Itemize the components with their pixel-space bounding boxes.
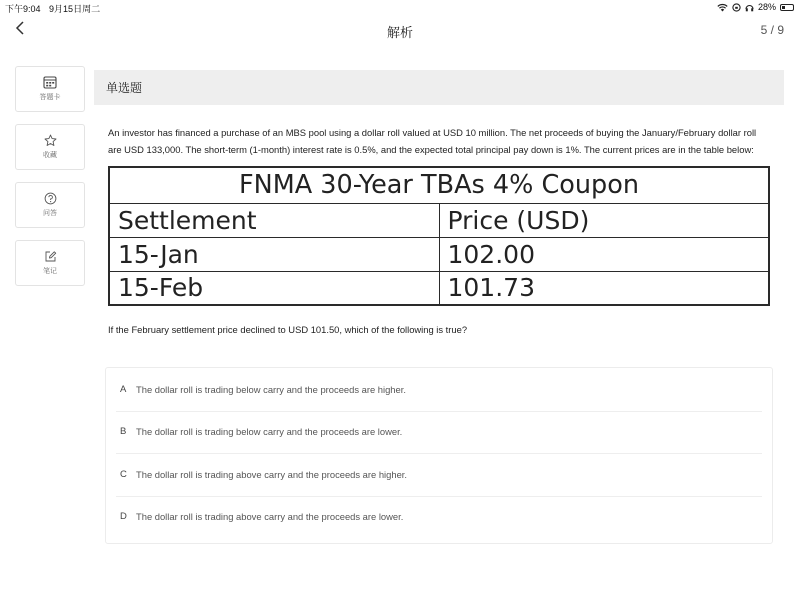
nav-bar xyxy=(0,14,800,46)
option-a[interactable] xyxy=(106,368,772,411)
battery-percent: 28% xyxy=(757,2,776,12)
table-row xyxy=(109,271,769,305)
answer-card-icon xyxy=(43,76,57,89)
lock-rotation-icon xyxy=(732,3,741,12)
page-counter: 5 / 9 xyxy=(760,23,784,37)
table-header-row xyxy=(109,203,769,237)
table-header-cell: Settlement xyxy=(109,203,439,237)
question-type-bar xyxy=(94,70,784,105)
option-c[interactable] xyxy=(106,453,772,496)
option-letter: D xyxy=(120,511,127,523)
option-letter: A xyxy=(120,383,127,395)
sidebar-item-label: 答题卡 xyxy=(39,94,61,101)
price-table xyxy=(108,166,770,306)
wifi-icon xyxy=(717,3,728,12)
table-cell: 101.73 xyxy=(439,271,769,305)
table-cell: 15-Feb xyxy=(109,271,439,305)
table-title: FNMA 30-Year TBAs 4% Coupon xyxy=(109,167,769,203)
option-text: The dollar roll is trading above carry and the proceeds are lower. xyxy=(136,511,404,523)
sidebar-item-favorite[interactable] xyxy=(15,124,85,170)
table-title-row xyxy=(109,167,769,203)
option-b[interactable] xyxy=(106,411,772,454)
status-bar xyxy=(0,0,800,14)
chevron-left-icon xyxy=(15,21,25,40)
table-header-cell: Price (USD) xyxy=(439,203,769,237)
question-icon xyxy=(44,192,57,205)
question-stem: An investor has financed a purchase of an MBS pool using a dollar roll valued at USD 10 million. The net proceeds of buying the January/February dollar roll are USD 133,000. The short-term (1-month) interest rate is 0.5%, and the expected total principal pay down is 1%. The current prices are in the table below: xyxy=(108,127,757,155)
option-letter: B xyxy=(120,426,127,438)
question-content xyxy=(94,70,784,335)
star-icon xyxy=(44,134,57,147)
table-row xyxy=(109,237,769,271)
page-title: 解析 xyxy=(386,25,413,40)
sidebar-item-notes[interactable] xyxy=(15,240,85,286)
option-d[interactable] xyxy=(106,496,772,539)
sidebar-item-label: 收藏 xyxy=(43,152,57,159)
table-cell: 15-Jan xyxy=(109,237,439,271)
headphones-icon xyxy=(745,3,754,12)
note-edit-icon xyxy=(44,250,57,263)
sidebar-item-label: 笔记 xyxy=(43,268,57,275)
sidebar-item-answer-card[interactable] xyxy=(15,66,85,112)
question-type-label: 单选题 xyxy=(106,81,143,95)
answer-options xyxy=(105,367,773,544)
option-letter: C xyxy=(120,468,127,480)
sidebar-item-qa[interactable] xyxy=(15,182,85,228)
option-text: The dollar roll is trading above carry and the proceeds are higher. xyxy=(136,468,407,480)
table-cell: 102.00 xyxy=(439,237,769,271)
status-right xyxy=(717,2,794,12)
option-text: The dollar roll is trading below carry and the proceeds are lower. xyxy=(136,426,403,438)
status-date: 9月15日周二 xyxy=(49,4,101,14)
back-button[interactable] xyxy=(10,20,30,40)
sidebar-item-label: 问答 xyxy=(43,210,57,217)
battery-icon xyxy=(780,4,794,11)
sub-question: If the February settlement price declined to USD 101.50, which of the following is true? xyxy=(108,324,468,335)
status-time: 下午9:04 xyxy=(5,4,41,14)
sidebar xyxy=(15,66,85,298)
option-text: The dollar roll is trading below carry and the proceeds are higher. xyxy=(136,383,406,395)
